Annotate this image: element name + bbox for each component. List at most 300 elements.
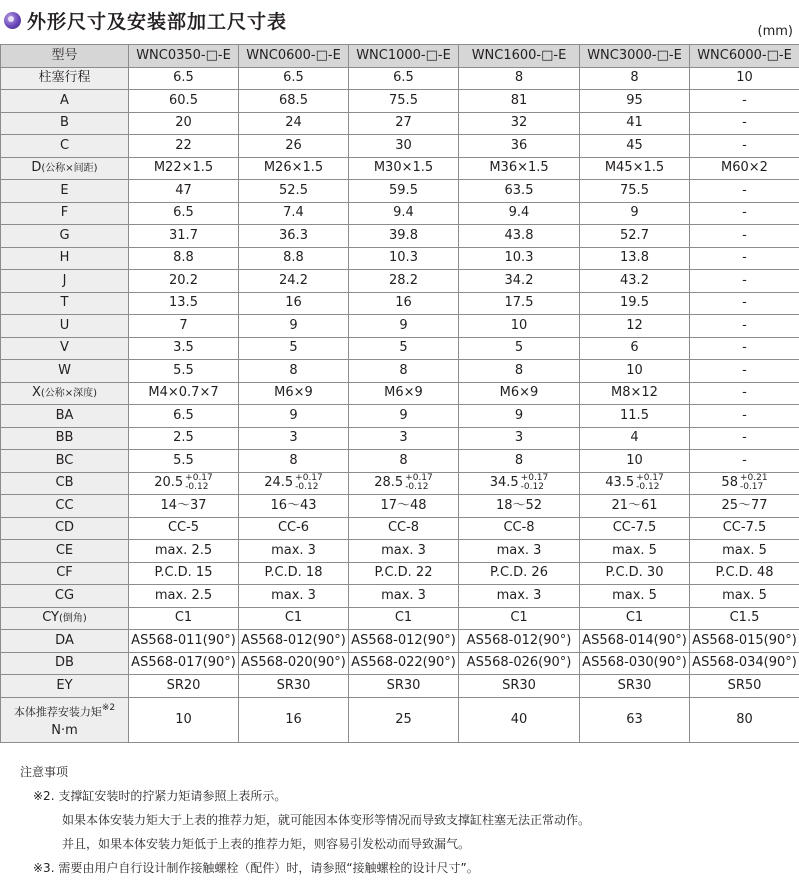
- table-cell: P.C.D. 18: [239, 562, 349, 585]
- table-cell: 25～77: [690, 495, 799, 518]
- tolerance-cell: [459, 472, 580, 495]
- row-label: [1, 202, 129, 225]
- table-cell: CC-8: [459, 517, 580, 540]
- table-cell: 24: [239, 112, 349, 135]
- table-cell: 47: [129, 180, 239, 203]
- table-cell: 63.5: [459, 180, 580, 203]
- tolerance-lower: -0.17: [739, 481, 764, 492]
- table-row: [1, 540, 799, 563]
- row-label-text: D: [31, 159, 42, 175]
- table-cell: 8: [580, 67, 690, 90]
- row-label: [1, 157, 129, 180]
- row-label-text: F: [60, 205, 69, 221]
- table-cell: M26×1.5: [239, 157, 349, 180]
- row-label-sub: (公称×间距): [41, 162, 98, 174]
- table-cell: 19.5: [580, 292, 690, 315]
- table-cell: 26: [239, 135, 349, 158]
- row-label-text: DB: [55, 655, 74, 671]
- tolerance-range: [521, 474, 549, 492]
- header-cell-model: WNC0350-□-E: [129, 45, 239, 68]
- table-row: [1, 517, 799, 540]
- table-row: [1, 585, 799, 608]
- table-row: [1, 382, 799, 405]
- row-label: [1, 405, 129, 428]
- row-label: [1, 360, 129, 383]
- table-cell: 7.4: [239, 202, 349, 225]
- header-cell-model: WNC6000-□-E: [690, 45, 799, 68]
- row-label-text: V: [60, 340, 69, 356]
- table-cell: 10: [459, 315, 580, 338]
- table-cell: 43.2: [580, 270, 690, 293]
- table-cell: 10: [690, 67, 799, 90]
- table-cell: C1: [349, 607, 459, 630]
- table-cell: -: [690, 450, 799, 473]
- table-cell: -: [690, 337, 799, 360]
- purple-circle-bullet-icon: [4, 12, 21, 29]
- table-cell: -: [690, 180, 799, 203]
- table-cell: 40: [459, 697, 580, 742]
- table-cell: M30×1.5: [349, 157, 459, 180]
- table-row: [1, 292, 799, 315]
- table-row: [1, 450, 799, 473]
- tolerance-base: 28.5: [374, 475, 404, 491]
- row-label-text: U: [59, 317, 70, 333]
- table-cell: 10.3: [459, 247, 580, 270]
- table-cell: max. 3: [459, 540, 580, 563]
- table-cell: 24.2: [239, 270, 349, 293]
- table-row: [1, 247, 799, 270]
- tolerance-lower: -0.12: [185, 481, 209, 492]
- tolerance-upper: +0.17: [405, 472, 433, 483]
- table-cell: SR30: [580, 675, 690, 698]
- row-label: [1, 450, 129, 473]
- table-row: [1, 495, 799, 518]
- table-row: [1, 675, 799, 698]
- tolerance-range: [636, 474, 664, 492]
- row-label: [1, 517, 129, 540]
- table-cell: max. 3: [239, 585, 349, 608]
- table-cell: 6.5: [129, 67, 239, 90]
- row-label-text: X: [31, 384, 41, 400]
- table-cell: max. 5: [690, 585, 799, 608]
- table-row: [1, 315, 799, 338]
- row-label-text: CE: [55, 542, 74, 558]
- row-label-sub: (倒角): [58, 612, 87, 624]
- table-header-row: [1, 45, 799, 68]
- table-cell: 45: [580, 135, 690, 158]
- table-cell: M6×9: [239, 382, 349, 405]
- table-cell: 10: [580, 360, 690, 383]
- tolerance-upper: +0.17: [636, 472, 664, 483]
- table-cell: 36: [459, 135, 580, 158]
- row-label: [1, 270, 129, 293]
- table-cell: max. 5: [580, 585, 690, 608]
- row-label-text: B: [60, 115, 69, 131]
- table-cell: AS568-017(90°): [129, 652, 239, 675]
- table-cell: C1: [129, 607, 239, 630]
- table-cell: 16: [239, 292, 349, 315]
- tolerance-range: [405, 474, 433, 492]
- table-cell: 20: [129, 112, 239, 135]
- table-cell: 13.8: [580, 247, 690, 270]
- table-cell: 8: [349, 360, 459, 383]
- row-label: [1, 652, 129, 675]
- table-cell: 14～37: [129, 495, 239, 518]
- table-cell: -: [690, 135, 799, 158]
- table-cell: -: [690, 90, 799, 113]
- row-label: [1, 180, 129, 203]
- row-label: [1, 112, 129, 135]
- table-row: [1, 405, 799, 428]
- row-label-text: C: [59, 137, 70, 153]
- table-cell: max. 3: [349, 540, 459, 563]
- table-cell: M60×2: [690, 157, 799, 180]
- table-cell: 10: [129, 697, 239, 742]
- table-cell: 8: [239, 360, 349, 383]
- row-label-text: T: [60, 295, 69, 311]
- table-cell: 80: [690, 697, 799, 742]
- table-cell: CC-6: [239, 517, 349, 540]
- table-cell: 3.5: [129, 337, 239, 360]
- table-row: [1, 360, 799, 383]
- row-label: [1, 630, 129, 653]
- table-cell: SR30: [459, 675, 580, 698]
- table-cell: 9: [239, 405, 349, 428]
- table-cell: -: [690, 202, 799, 225]
- table-row: [1, 202, 799, 225]
- table-cell: AS568-012(90°): [239, 630, 349, 653]
- table-cell: 34.2: [459, 270, 580, 293]
- table-cell: 4: [580, 427, 690, 450]
- table-cell: 8.8: [129, 247, 239, 270]
- row-label-text: E: [60, 182, 69, 198]
- table-cell: 6: [580, 337, 690, 360]
- tolerance-upper: +0.17: [185, 472, 213, 483]
- row-label-torque: [1, 697, 129, 742]
- row-label: [1, 247, 129, 270]
- table-cell: -: [690, 112, 799, 135]
- table-cell: max. 5: [690, 540, 799, 563]
- row-label-text: CY: [42, 609, 59, 625]
- table-cell: 59.5: [349, 180, 459, 203]
- table-body: [1, 67, 799, 742]
- table-cell: 6.5: [239, 67, 349, 90]
- table-cell: 10.3: [349, 247, 459, 270]
- tolerance-base: 58: [721, 475, 738, 491]
- table-cell: 18～52: [459, 495, 580, 518]
- tolerance-lower: -0.12: [636, 481, 660, 492]
- tolerance-range: [185, 474, 213, 492]
- table-cell: -: [690, 247, 799, 270]
- table-cell: P.C.D. 22: [349, 562, 459, 585]
- tolerance-range: [295, 474, 323, 492]
- tolerance-base: 34.5: [489, 475, 519, 491]
- table-cell: max. 2.5: [129, 540, 239, 563]
- table-cell: 9.4: [459, 202, 580, 225]
- table-cell: 6.5: [129, 202, 239, 225]
- row-label: [1, 90, 129, 113]
- table-cell: 5.5: [129, 450, 239, 473]
- table-cell: AS568-034(90°): [690, 652, 799, 675]
- table-cell: 22: [129, 135, 239, 158]
- table-cell: 75.5: [580, 180, 690, 203]
- table-cell: 8: [459, 450, 580, 473]
- table-cell: P.C.D. 48: [690, 562, 799, 585]
- table-cell: 16: [239, 697, 349, 742]
- table-cell: SR50: [690, 675, 799, 698]
- table-cell: 20.2: [129, 270, 239, 293]
- table-cell: 9.4: [349, 202, 459, 225]
- table-cell: -: [690, 225, 799, 248]
- table-cell: CC-7.5: [690, 517, 799, 540]
- table-cell: AS568-026(90°): [459, 652, 580, 675]
- table-cell: CC-5: [129, 517, 239, 540]
- table-cell: SR20: [129, 675, 239, 698]
- table-cell: max. 2.5: [129, 585, 239, 608]
- table-cell: 12: [580, 315, 690, 338]
- table-cell: 8.8: [239, 247, 349, 270]
- row-label: [1, 540, 129, 563]
- table-cell: max. 3: [239, 540, 349, 563]
- table-cell: 5: [239, 337, 349, 360]
- table-row: [1, 427, 799, 450]
- row-label: [1, 382, 129, 405]
- table-cell: 17.5: [459, 292, 580, 315]
- table-row: [1, 225, 799, 248]
- table-cell: 9: [580, 202, 690, 225]
- tolerance-upper: +0.21: [739, 472, 768, 483]
- row-label-text: EY: [56, 677, 73, 693]
- row-label-text: W: [58, 362, 71, 378]
- section-title-row: [4, 6, 287, 34]
- table-cell: 75.5: [349, 90, 459, 113]
- unit-label: (mm): [757, 24, 793, 39]
- header-cell-model: WNC0600-□-E: [239, 45, 349, 68]
- table-cell: 3: [349, 427, 459, 450]
- table-cell: AS568-015(90°): [690, 630, 799, 653]
- note-2-detail: 如果本体安装力矩大于上表的推荐力矩，就可能因本体变形等情况而导致支撑缸柱塞无法正常动作。: [62, 813, 591, 827]
- table-cell: 10: [580, 450, 690, 473]
- table-cell: 13.5: [129, 292, 239, 315]
- row-label-text: CC: [55, 497, 74, 513]
- table-cell: -: [690, 292, 799, 315]
- row-label-text: CF: [56, 565, 73, 581]
- table-cell: M36×1.5: [459, 157, 580, 180]
- row-label: [1, 337, 129, 360]
- table-cell: AS568-012(90°): [349, 630, 459, 653]
- table-cell: -: [690, 270, 799, 293]
- row-label-text: BB: [55, 430, 74, 446]
- table-cell: P.C.D. 30: [580, 562, 690, 585]
- table-row: [1, 180, 799, 203]
- table-cell: 27: [349, 112, 459, 135]
- table-cell: max. 5: [580, 540, 690, 563]
- table-cell: 6.5: [349, 67, 459, 90]
- table-row: [1, 630, 799, 653]
- table-cell: 5: [349, 337, 459, 360]
- row-label: [1, 495, 129, 518]
- table-cell: C1: [459, 607, 580, 630]
- table-row: [1, 607, 799, 630]
- tolerance-lower: -0.12: [520, 481, 544, 492]
- table-cell: 9: [349, 405, 459, 428]
- tolerance-upper: +0.17: [520, 472, 549, 483]
- row-label-text: BC: [55, 452, 74, 468]
- section-title: 外形尺寸及安装部加工尺寸表: [27, 10, 288, 33]
- table-cell: -: [690, 382, 799, 405]
- row-label: [1, 315, 129, 338]
- tolerance-range: [740, 474, 768, 492]
- row-label-text: A: [60, 92, 69, 108]
- tolerance-cell: [129, 472, 239, 495]
- table-cell: max. 3: [459, 585, 580, 608]
- table-cell: 6.5: [129, 405, 239, 428]
- row-label: [1, 562, 129, 585]
- row-label: [1, 585, 129, 608]
- table-cell: 41: [580, 112, 690, 135]
- row-label-sub: (公称×深度): [40, 387, 98, 399]
- torque-label: 本体推荐安装力矩: [13, 705, 102, 719]
- header-cell-model: WNC1000-□-E: [349, 45, 459, 68]
- torque-note-mark: ※2: [101, 703, 116, 714]
- table-cell: 30: [349, 135, 459, 158]
- table-cell: AS568-030(90°): [580, 652, 690, 675]
- table-cell: M22×1.5: [129, 157, 239, 180]
- table-cell: -: [690, 405, 799, 428]
- notes-heading: 注意事项: [20, 765, 69, 779]
- table-cell: C1: [239, 607, 349, 630]
- table-cell: 9: [239, 315, 349, 338]
- tolerance-base: 20.5: [154, 475, 184, 491]
- table-cell: 8: [239, 450, 349, 473]
- row-label: [1, 675, 129, 698]
- table-cell: M8×12: [580, 382, 690, 405]
- row-label-text: CG: [54, 587, 75, 603]
- table-cell: M4×0.7×7: [129, 382, 239, 405]
- row-label-text: 柱塞行程: [38, 70, 91, 86]
- table-row: [1, 90, 799, 113]
- table-cell: -: [690, 360, 799, 383]
- table-cell: 5.5: [129, 360, 239, 383]
- tolerance-lower: -0.12: [405, 481, 429, 492]
- row-label-text: BA: [55, 407, 74, 423]
- table-cell: 5: [459, 337, 580, 360]
- row-label-text: G: [59, 227, 70, 243]
- row-label: [1, 607, 129, 630]
- table-cell: 8: [459, 360, 580, 383]
- table-cell: 43.8: [459, 225, 580, 248]
- table-cell: CC-7.5: [580, 517, 690, 540]
- table-cell: P.C.D. 15: [129, 562, 239, 585]
- table-cell: 68.5: [239, 90, 349, 113]
- table-cell: 7: [129, 315, 239, 338]
- table-cell: P.C.D. 26: [459, 562, 580, 585]
- row-label: [1, 135, 129, 158]
- table-cell: 31.7: [129, 225, 239, 248]
- table-cell: 52.7: [580, 225, 690, 248]
- table-row: [1, 112, 799, 135]
- table-cell: -: [690, 315, 799, 338]
- table-row: [1, 562, 799, 585]
- row-label-text: J: [62, 272, 67, 288]
- tolerance-lower: -0.12: [295, 481, 319, 492]
- table-row: [1, 157, 799, 180]
- table-cell: SR30: [349, 675, 459, 698]
- table-cell: 60.5: [129, 90, 239, 113]
- note-3: ※3. 需要由用户自行设计制作接触螺栓（配件）时，请参照“接触螺栓的设计尺寸”。: [33, 861, 479, 875]
- table-cell: 32: [459, 112, 580, 135]
- table-row: [1, 652, 799, 675]
- row-label-text: H: [59, 250, 70, 266]
- table-cell: 8: [349, 450, 459, 473]
- table-cell: 95: [580, 90, 690, 113]
- notes-section: [0, 760, 799, 880]
- row-label: [1, 225, 129, 248]
- header-cell-model: WNC1600-□-E: [459, 45, 580, 68]
- table-cell: C1: [580, 607, 690, 630]
- row-label: CB: [1, 472, 129, 495]
- table-cell: AS568-012(90°): [459, 630, 580, 653]
- table-cell: 39.8: [349, 225, 459, 248]
- header-cell-model: 型号: [1, 45, 129, 68]
- table-row: [1, 67, 799, 90]
- table-cell: AS568-014(90°): [580, 630, 690, 653]
- header-cell-model: WNC3000-□-E: [580, 45, 690, 68]
- tolerance-upper: +0.17: [295, 472, 323, 483]
- table-row: [1, 270, 799, 293]
- table-cell: 9: [459, 405, 580, 428]
- tolerance-base: 24.5: [264, 475, 294, 491]
- table-cell: 25: [349, 697, 459, 742]
- table-cell: 63: [580, 697, 690, 742]
- table-cell: 11.5: [580, 405, 690, 428]
- dimension-table: [0, 44, 799, 743]
- table-row: [1, 337, 799, 360]
- table-row: [1, 697, 799, 742]
- table-cell: 36.3: [239, 225, 349, 248]
- table-cell: CC-8: [349, 517, 459, 540]
- table-cell: 2.5: [129, 427, 239, 450]
- torque-unit: N·m: [51, 722, 78, 738]
- tolerance-cell: [349, 472, 459, 495]
- tolerance-base: 43.5: [605, 475, 635, 491]
- table-row: [1, 472, 799, 495]
- table-cell: M6×9: [349, 382, 459, 405]
- table-cell: M45×1.5: [580, 157, 690, 180]
- tolerance-cell: [580, 472, 690, 495]
- table-cell: C1.5: [690, 607, 799, 630]
- tolerance-cell: [239, 472, 349, 495]
- table-cell: 9: [349, 315, 459, 338]
- table-cell: 16～43: [239, 495, 349, 518]
- tolerance-cell: [690, 472, 799, 495]
- row-label-text: DA: [55, 632, 74, 648]
- row-label: [1, 292, 129, 315]
- table-cell: SR30: [239, 675, 349, 698]
- table-cell: 81: [459, 90, 580, 113]
- row-label-text: CD: [54, 520, 75, 536]
- table-cell: 21～61: [580, 495, 690, 518]
- note-2-detail: 并且，如果本体安装力矩低于上表的推荐力矩，则容易引发松动而导致漏气。: [62, 837, 471, 851]
- table-cell: AS568-020(90°): [239, 652, 349, 675]
- table-cell: AS568-011(90°): [129, 630, 239, 653]
- table-cell: M6×9: [459, 382, 580, 405]
- table-cell: 3: [459, 427, 580, 450]
- table-cell: max. 3: [349, 585, 459, 608]
- row-label: [1, 427, 129, 450]
- table-cell: 17～48: [349, 495, 459, 518]
- table-cell: 52.5: [239, 180, 349, 203]
